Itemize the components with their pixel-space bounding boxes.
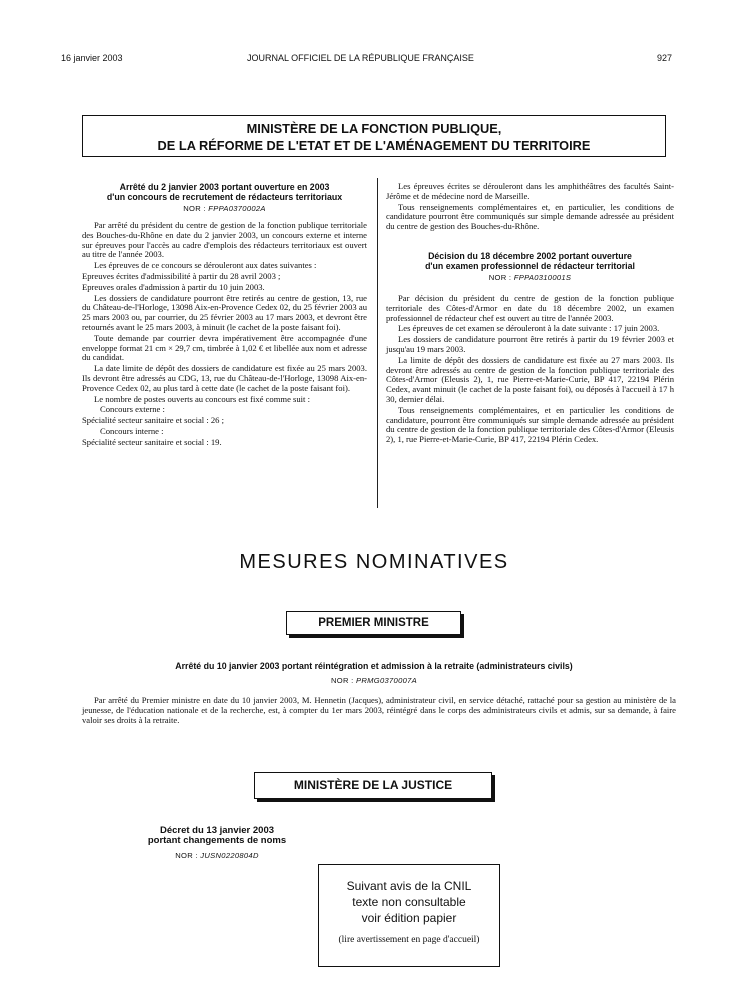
cnil-notice-line-4: (lire avertissement en page d'accueil)	[338, 935, 480, 945]
paragraph: Tous renseignements complémentaires, et en particulier les conditions de candidature, pourront être communiqués sur simple demande adressée au président du centre de gestion de la fonction publique territoriale des Côtes-d'Armor (Eleusis 2), 1, rue Pierre-et-Marie-Curie, BP 417, 22194 Plérin Cedex.	[386, 404, 674, 445]
nor-label: NOR :	[175, 851, 198, 860]
cnil-notice-line-3: voir édition papier	[361, 911, 457, 925]
paragraph: Epreuves orales d'admission à partir du 10 juin 2003.	[82, 281, 265, 292]
ministere-justice-box: MINISTÈRE DE LA JUSTICE	[254, 772, 492, 799]
nor-reference	[82, 204, 367, 213]
paragraph: Spécialité secteur sanitaire et social : 26 ;	[82, 415, 224, 426]
cnil-notice-line-1: Suivant avis de la CNIL	[346, 879, 472, 893]
paragraph: Les épreuves écrites se dérouleront dans les amphithéâtres des facultés Saint-Jérôme et de médecine nord de Marseille.	[386, 181, 674, 201]
section-heading-mesures-nominatives: MESURES NOMINATIVES	[239, 551, 509, 573]
cnil-notice-box	[318, 864, 500, 967]
nor-code: FPPA0310001S	[513, 272, 572, 282]
decision-title	[386, 251, 674, 271]
nor-reference	[112, 851, 322, 860]
nor-code: FPPA0370002A	[208, 204, 266, 213]
premier-arrete-body	[82, 696, 676, 726]
cnil-notice-line-2: texte non consultable	[352, 895, 466, 909]
paragraph: Concours interne :	[100, 425, 164, 436]
nor-reference	[60, 676, 688, 685]
header-date: 16 janvier 2003	[61, 53, 123, 63]
paragraph: Spécialité secteur sanitaire et social : 19.	[82, 436, 222, 447]
premier-ministre-box: PREMIER MINISTRE	[286, 611, 461, 635]
arrete-title	[82, 182, 367, 202]
arrete-continuation	[386, 182, 674, 232]
nor-code: PRMG0370007A	[356, 676, 418, 685]
paragraph: Le nombre de postes ouverts au concours est fixé comme suit :	[94, 393, 310, 404]
paragraph: Concours externe :	[100, 404, 165, 415]
decision-body	[386, 294, 674, 445]
paragraph: Les épreuves de cet examen se dérouleront à la date suivante : 17 juin 2003.	[398, 323, 660, 334]
arrete-title-line-1: Arrêté du 2 janvier 2003 portant ouverture en 2003	[119, 182, 330, 192]
nor-reference	[386, 273, 674, 282]
column-divider	[377, 178, 378, 508]
right-column	[386, 182, 674, 446]
paragraph: Tous renseignements complémentaires et, en particulier, les conditions de candidature pourront être communiqués sur simple demande adressée au président du centre de gestion des Bouches-du-Rhône.	[386, 201, 674, 232]
paragraph: Par arrêté du président du centre de gestion de la fonction publique territoriale des Bouches-du-Rhône en date du 2 janvier 2003, un concours externe et interne sur épreuves pour l'accès au cadre d'emplois des rédacteurs territoriaux est ouvert au titre de l'année 2003.	[82, 220, 367, 260]
paragraph: La date limite de dépôt des dossiers de candidature est fixée au 25 mars 2003. Ils devront être adressés au CDG, 13, rue du Château-de-l'Horloge, 13098 Aix-en-Provence Cedex 02, au plus tard à cette date (le cachet de la poste faisant foi).	[82, 363, 367, 393]
paragraph: Epreuves écrites d'admissibilité à partir du 28 avril 2003 ;	[82, 270, 281, 281]
paragraph: La limite de dépôt des dossiers de candidature est fixée au 27 mars 2003. Ils devront être adressés au centre de gestion de la fonction publique territoriale des Côtes-d'Armor (Eleusis 2), 1, rue Pierre-et-Marie-Curie, BP 417, 22194 Plérin Cedex, avant minuit (le cachet de la poste faisant foi), ou déposés à l'accueil à 17 h 30, dernier délai.	[386, 354, 674, 404]
ministry-line-1: MINISTÈRE DE LA FONCTION PUBLIQUE,	[246, 121, 502, 136]
decision-title-line-2: d'un examen professionnel de rédacteur territorial	[425, 260, 635, 271]
ministry-line-2: DE LA RÉFORME DE L'ETAT ET DE L'AMÉNAGEMENT DU TERRITOIRE	[157, 138, 591, 153]
paragraph: Toute demande par courrier devra impérativement être accompagnée d'une enveloppe format 21 cm × 29,7 cm, timbrée à 1,02 € et libellée aux nom et adresse du candidat.	[82, 332, 367, 363]
paragraph: Par arrêté du Premier ministre en date du 10 janvier 2003, M. Hennetin (Jacques), administrateur civil, en service détaché, rattaché pour sa gestion au ministère de la jeunesse, de l'éducation nationale et de la recherche, est, à compter du 1er mars 2003, réintégré dans le corps des administrateurs civils et admis, sur sa demande, à faire valoir ses droits à la retraite.	[82, 695, 676, 725]
arrete-body	[82, 221, 367, 448]
decret-title-line-2: portant changements de noms	[147, 835, 287, 846]
nor-label: NOR :	[183, 204, 206, 213]
decision-title-line-1: Décision du 18 décembre 2002 portant ouverture	[428, 250, 632, 261]
premier-arrete-title: Arrêté du 10 janvier 2003 portant réintégration et admission à la retraite (administrateurs civils)	[175, 661, 573, 671]
paragraph: Les épreuves de ce concours se dérouleront aux dates suivantes :	[94, 260, 317, 271]
paragraph: Les dossiers de candidature pourront être retirés au centre de gestion, 13, rue du Château-de-l'Horloge, 13098 Aix-en-Provence Cedex 02, du 25 février 2003 au 25 mars 2003 ou, par courrier, du 25 février 2003 au 17 mars 2003, et devront être retournés avant le 25 mars 2003, à minuit (le cachet de la poste faisant foi).	[82, 292, 367, 332]
arrete-concours-section	[82, 182, 367, 449]
arrete-title-line-2: d'un concours de recrutement de rédacteurs territoriaux	[106, 192, 343, 202]
paragraph: Les dossiers de candidature pourront être retirés à partir du 19 février 2003 et jusqu'au 19 mars 2003.	[386, 334, 674, 354]
nor-code: JUSN0220804D	[200, 851, 259, 860]
header-journal: JOURNAL OFFICIEL DE LA RÉPUBLIQUE FRANÇAISE	[247, 53, 474, 63]
decret-title	[112, 826, 322, 846]
nor-label: NOR :	[330, 676, 354, 685]
header-page-number: 927	[657, 53, 673, 63]
ministry-heading-box	[82, 115, 666, 157]
decret-title-line-1: Décret du 13 janvier 2003	[159, 825, 275, 836]
nor-label: NOR :	[488, 272, 512, 282]
paragraph: Par décision du président du centre de gestion de la fonction publique territoriale des Côtes-d'Armor en date du 18 décembre 2002, un examen professionnel de rédacteur chef est ouvert au titre de l'année 2003.	[386, 292, 674, 323]
